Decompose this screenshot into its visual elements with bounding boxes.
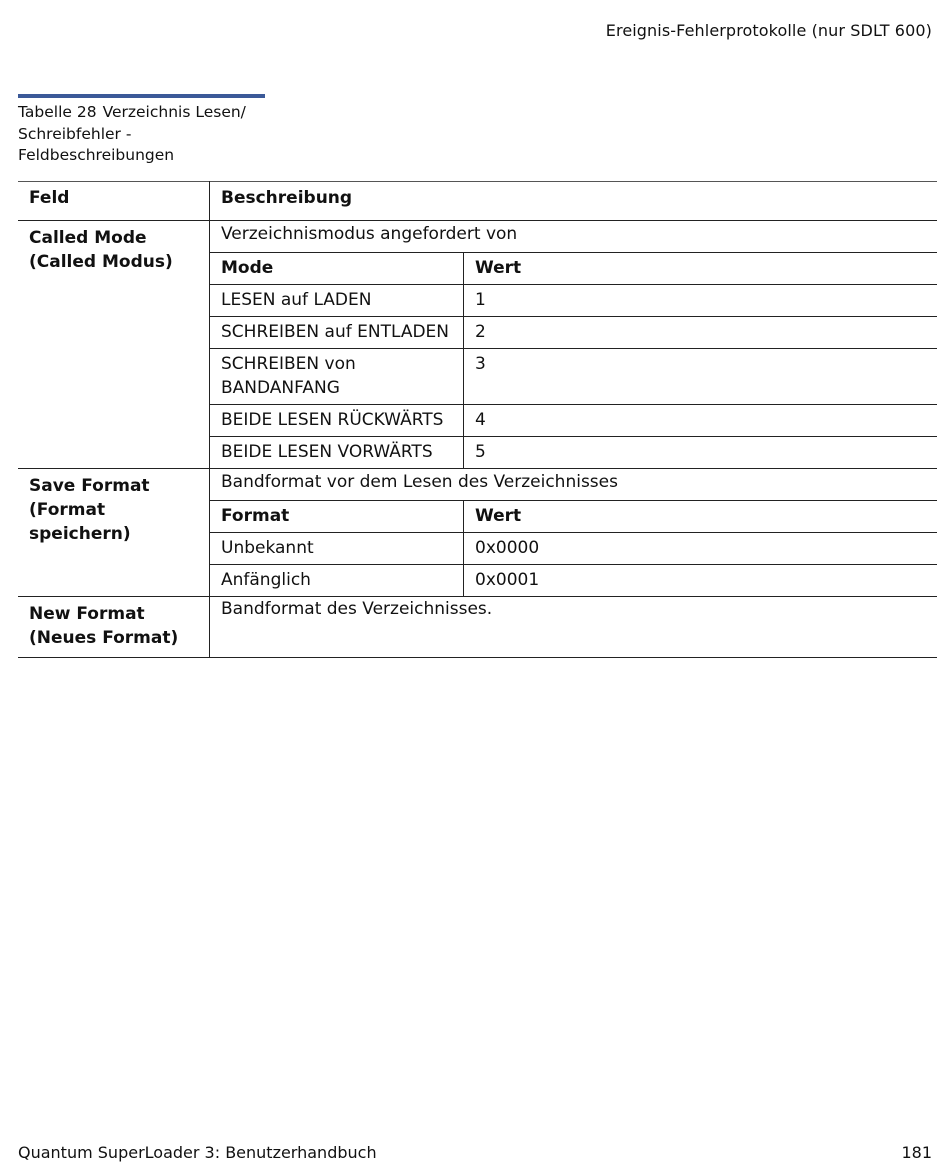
- format-name: Unbekannt: [210, 533, 464, 565]
- book-title: Quantum SuperLoader 3: Benutzerhandbuch: [18, 1143, 377, 1162]
- description-cell: [210, 469, 938, 597]
- field-cell: [18, 469, 210, 597]
- column-header-description: Beschreibung: [210, 182, 938, 221]
- table-header-row: [18, 182, 937, 221]
- caption-rule: [18, 94, 265, 98]
- field-name: New Format: [29, 604, 145, 624]
- description-text: Bandformat vor dem Lesen des Verzeichnisses: [221, 472, 618, 492]
- field-name-translation-2: speichern): [29, 524, 131, 544]
- field-name: Called Mode: [29, 228, 147, 248]
- mode-value: 1: [464, 285, 938, 317]
- field-name-translation-1: (Format: [29, 500, 106, 520]
- subtable-row: [210, 437, 937, 469]
- format-subtable: [210, 500, 937, 596]
- subtable-header-row: [210, 501, 937, 533]
- mode-name: SCHREIBEN auf ENTLADEN: [210, 317, 464, 349]
- running-header: Ereignis-Fehlerprotokolle (nur SDLT 600): [605, 21, 932, 40]
- mode-name-line-2: BANDANFANG: [221, 378, 340, 398]
- subtable-row: [210, 565, 937, 597]
- table-row: [18, 597, 937, 658]
- subtable-header-row: [210, 253, 937, 285]
- table-caption: [18, 102, 278, 167]
- caption-line-1: [18, 102, 278, 124]
- table-row: [18, 469, 937, 597]
- format-value: 0x0001: [464, 565, 938, 597]
- description-cell: [210, 221, 938, 469]
- subtable-row: [210, 533, 937, 565]
- field-name-translation: (Neues Format): [29, 628, 179, 648]
- page-number: 181: [901, 1143, 932, 1162]
- subtable-row: [210, 349, 937, 405]
- description-text: Verzeichnismodus angefordert von: [221, 224, 518, 244]
- description-text: Bandformat des Verzeichnisses.: [221, 599, 493, 619]
- caption-number: Tabelle 28: [18, 103, 97, 121]
- column-header-field: Feld: [18, 182, 210, 221]
- mode-subtable: [210, 252, 937, 468]
- subtable-header-value: Wert: [464, 253, 938, 285]
- subtable-row: [210, 285, 937, 317]
- subtable-header-format: Format: [210, 501, 464, 533]
- mode-name: [210, 349, 464, 405]
- format-value: 0x0000: [464, 533, 938, 565]
- mode-value: 2: [464, 317, 938, 349]
- mode-name: BEIDE LESEN VORWÄRTS: [210, 437, 464, 469]
- caption-line-2: Schreibfehler -: [18, 124, 132, 143]
- subtable-header-value: Wert: [464, 501, 938, 533]
- description-cell: [210, 597, 938, 658]
- field-name-translation: (Called Modus): [29, 252, 173, 272]
- mode-value: 3: [464, 349, 938, 405]
- mode-name: BEIDE LESEN RÜCKWÄRTS: [210, 405, 464, 437]
- caption-text-1: Verzeichnis Lesen/: [102, 103, 246, 121]
- mode-name: LESEN auf LADEN: [210, 285, 464, 317]
- subtable-row: [210, 405, 937, 437]
- running-footer: [18, 1143, 932, 1162]
- subtable-row: [210, 317, 937, 349]
- field-cell: [18, 221, 210, 469]
- field-name: Save Format: [29, 476, 150, 496]
- mode-value: 4: [464, 405, 938, 437]
- subtable-header-mode: Mode: [210, 253, 464, 285]
- caption-line-3: Feldbeschreibungen: [18, 146, 175, 164]
- mode-value: 5: [464, 437, 938, 469]
- format-name: Anfänglich: [210, 565, 464, 597]
- table-row: [18, 221, 937, 469]
- field-cell: [18, 597, 210, 658]
- field-description-table: [18, 181, 937, 658]
- mode-name-line-1: SCHREIBEN von: [221, 354, 356, 374]
